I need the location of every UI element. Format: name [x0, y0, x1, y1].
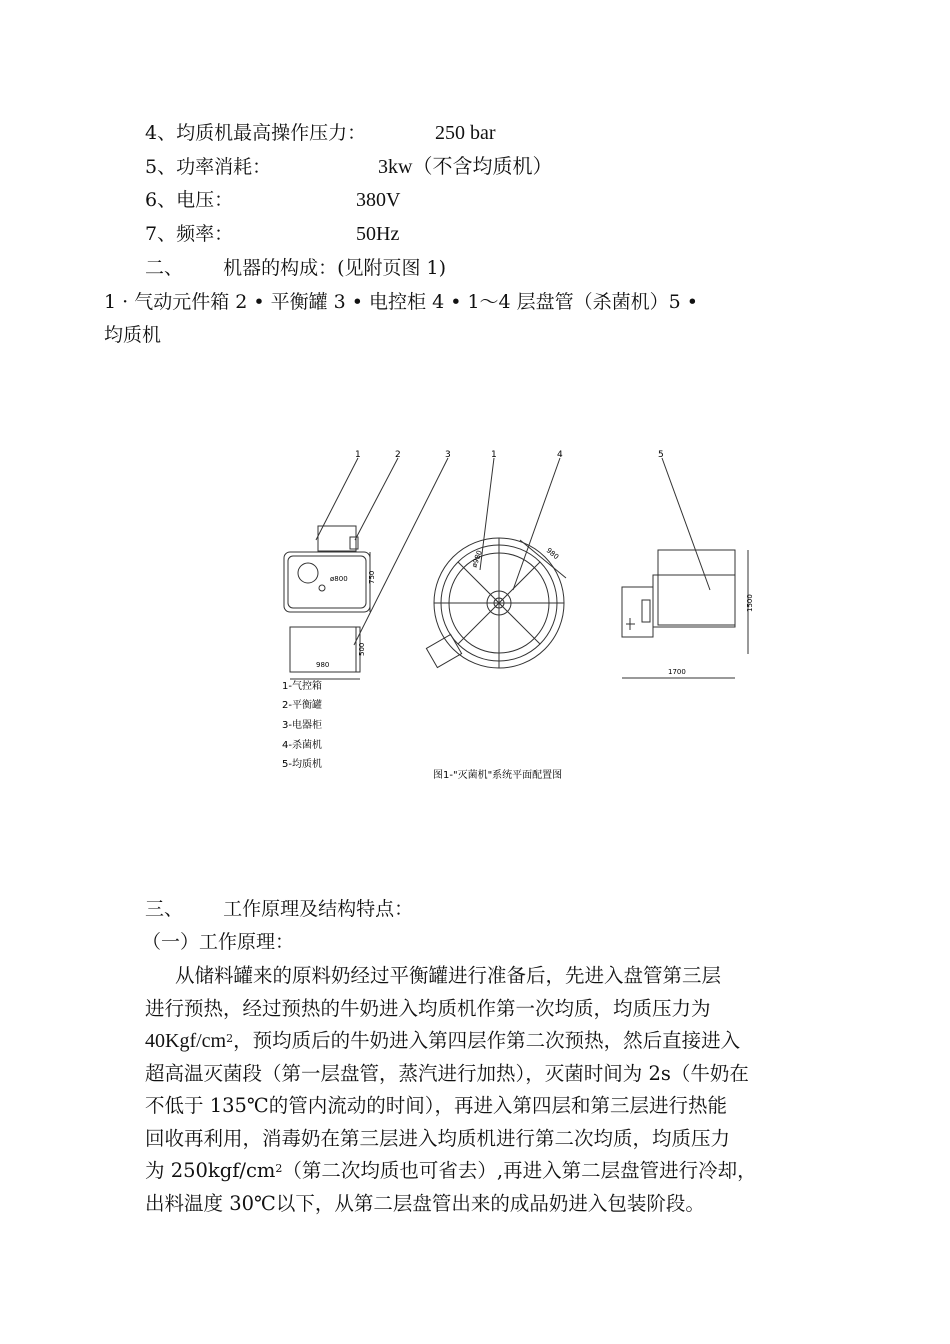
superscript: 2 [275, 1162, 283, 1175]
callout-line [662, 458, 710, 590]
dimension-label: 500 [358, 642, 366, 656]
paragraph-line: 超高温灭菌段（第一层盘管，蒸汽进行加热），灭菌时间为 2s（牛奶在 [145, 1061, 749, 1085]
callout-line [316, 458, 358, 540]
section-number: 二、 [145, 257, 184, 279]
dimension-label: 750 [368, 570, 376, 584]
working-principle-paragraph [145, 960, 811, 1220]
paragraph-text: 为 250kgf/cm [145, 1159, 276, 1182]
legend-item: 2-平衡罐 [282, 700, 322, 711]
paragraph-line [145, 1025, 811, 1058]
paragraph-line: 出料温度 30℃以下，从第二层盘管出来的成品奶进入包装阶段。 [145, 1191, 705, 1215]
callout-number: 4 [557, 450, 563, 460]
dimension-label: 980 [544, 546, 561, 562]
callout-line [354, 458, 448, 645]
spec-value: 3kw（不含均质机） [378, 156, 553, 178]
dimension-label: 980 [316, 661, 330, 669]
balance-tank-shape [350, 537, 358, 549]
system-layout-drawing [270, 440, 790, 790]
paragraph-line: 从储料罐来的原料奶经过平衡罐进行准备后，先进入盘管第三层 [175, 964, 722, 987]
figure-caption: 图1-"灭菌机"系统平面配置图 [433, 770, 563, 781]
callout-number: 1 [355, 450, 361, 460]
pressure-value: 40Kgf/cm [145, 1030, 227, 1052]
paragraph-line: 回收再利用，消毒奶在第三层进入均质机进行第二次均质，均质压力 [145, 1126, 731, 1150]
section-title: 机器的构成：(见附页图 1) [223, 257, 447, 279]
section-number: 三、 [145, 898, 184, 920]
components-list-line2: 均质机 [104, 324, 162, 346]
callout-number: 2 [395, 450, 401, 460]
spec-label: 4、均质机最高操作压力： [145, 122, 367, 144]
dimension-label: 1700 [668, 668, 686, 676]
callout-number: 5 [658, 450, 664, 460]
paragraph-line: 不低于 135℃的管内流动的时间），再进入第四层和第三层进行热能 [145, 1094, 727, 1117]
spec-value: 250 bar [435, 122, 496, 144]
paragraph-line: 进行预热，经过预热的牛奶进入均质机作第一次均质，均质压力为 [145, 996, 711, 1020]
paragraph-text: （第二次均质也可省去）,再进入第二层盘管进行冷却， [282, 1159, 757, 1182]
legend-item: 5-均质机 [282, 759, 322, 770]
dimension-label: ø800 [330, 575, 348, 583]
dimension-label: 1500 [746, 594, 754, 612]
spec-value: 380V [356, 189, 401, 211]
legend-item: 3-电器柜 [282, 720, 322, 731]
spec-value: 50Hz [356, 223, 400, 245]
section-title: 工作原理及结构特点： [223, 898, 414, 920]
spec-label: 7、频率： [145, 223, 234, 245]
layout-figure [270, 440, 790, 790]
paragraph-text: ，预均质后的牛奶进入第四层作第二次预热，然后直接进入 [233, 1029, 741, 1052]
callout-number: 1 [491, 450, 497, 460]
components-list-line1: 1 · 气动元件箱 2 • 平衡罐 3 • 电控柜 4 • 1～4 层盘管（杀菌机）5 • [104, 291, 699, 313]
spec-label: 6、电压： [145, 189, 234, 211]
subheading-working-principle: （一）工作原理： [142, 931, 295, 953]
section-heading-2 [145, 256, 446, 280]
homogenizer-body-shape [658, 550, 735, 625]
section-heading-3 [145, 897, 413, 921]
spec-label: 5、功率消耗： [145, 156, 272, 178]
legend-item: 4-杀菌机 [282, 740, 322, 751]
legend-item: 1-气控箱 [282, 681, 322, 692]
superscript: 2 [226, 1032, 234, 1045]
callout-number: 3 [445, 450, 451, 460]
callout-line [355, 458, 398, 540]
tank-frame-shape [284, 552, 370, 612]
paragraph-line [145, 1155, 811, 1188]
dimension-label: ø980 [470, 549, 484, 569]
